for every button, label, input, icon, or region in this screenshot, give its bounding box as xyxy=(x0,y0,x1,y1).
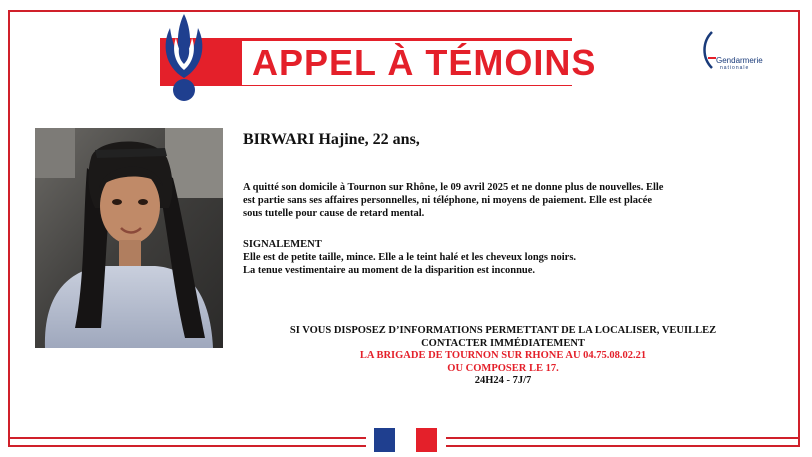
brigade-contact xyxy=(243,350,763,375)
contact-request xyxy=(243,325,763,350)
emergency-number-line: OU COMPOSER LE 17. xyxy=(447,362,559,374)
missing-person-photo xyxy=(35,128,223,348)
description-line: sous tutelle pour cause de retard mental. xyxy=(243,208,425,219)
flag-white-band xyxy=(395,428,416,452)
page-title: APPEL À TÉMOINS xyxy=(242,41,606,85)
logo-subtitle: nationale xyxy=(720,65,750,71)
flag-red-band xyxy=(416,428,437,452)
description-line: est partie sans ses affaires personnelles, ni téléphone, ni moyens de paiement. Elle est placée xyxy=(243,195,652,206)
signalement-paragraph xyxy=(243,251,763,277)
description-paragraph xyxy=(243,181,763,220)
marianne-logo xyxy=(366,426,446,454)
contact-line: CONTACTER IMMÉDIATEMENT xyxy=(421,337,585,349)
contact-line: SI VOUS DISPOSEZ D’INFORMATIONS PERMETTANT DE LA LOCALISER, VEUILLEZ xyxy=(289,325,717,336)
signalement-heading: SIGNALEMENT xyxy=(243,239,322,250)
logo-name: Gendarmerie xyxy=(716,56,763,65)
person-name: BIRWARI Hajine, 22 ans, xyxy=(243,131,420,148)
gendarmerie-flame-icon xyxy=(158,8,214,104)
availability: 24H24 - 7J/7 xyxy=(474,375,532,386)
gendarmerie-logo xyxy=(698,28,762,72)
signalement-line: La tenue vestimentaire au moment de la disparition est inconnue. xyxy=(243,265,536,276)
signalement-line: Elle est de petite taille, mince. Elle a le teint halé et les cheveux longs noirs. xyxy=(243,252,577,263)
brigade-phone-line: LA BRIGADE DE TOURNON SUR RHONE AU 04.75.08.02.21 xyxy=(359,350,647,361)
description-line: A quitté son domicile à Tournon sur Rhône, le 09 avril 2025 et ne donne plus de nouvelles. Elle xyxy=(243,182,664,193)
flag-blue-band xyxy=(374,428,395,452)
